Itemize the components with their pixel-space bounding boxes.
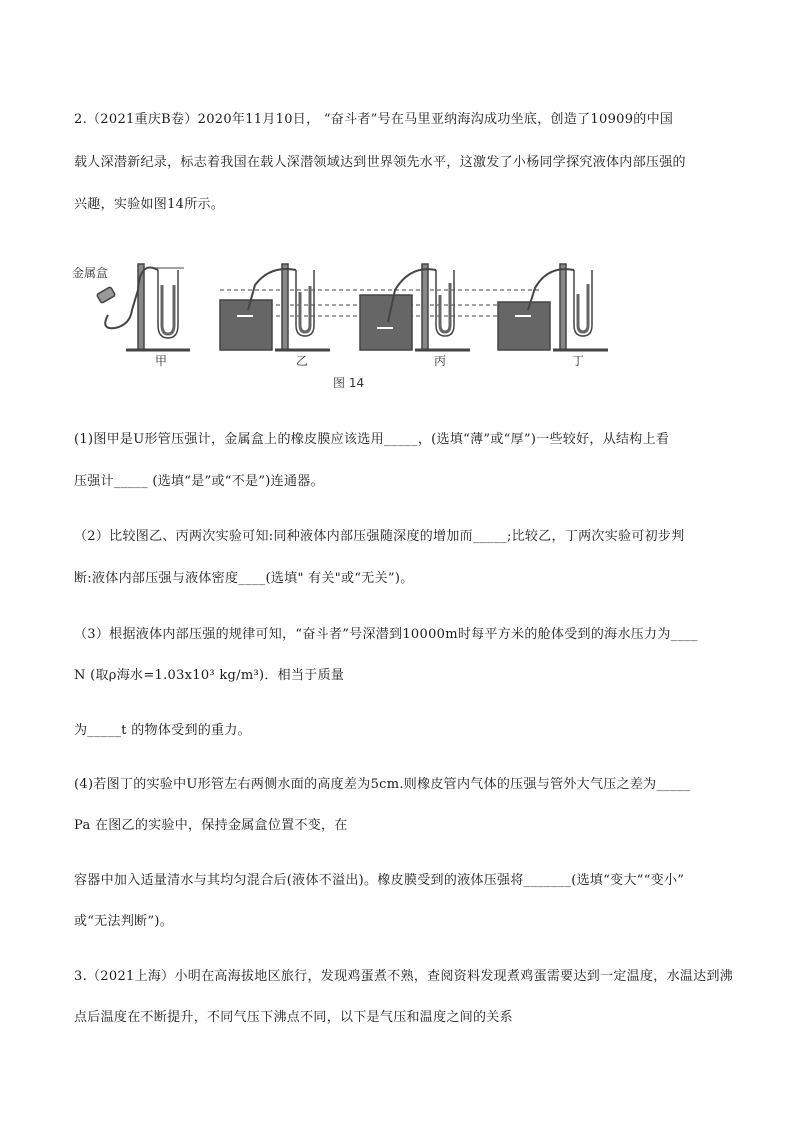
figure-caption: 图 14: [333, 376, 365, 390]
metal-box-label: 金属盒: [72, 266, 109, 280]
panel-label-bing: 丙: [434, 354, 447, 368]
panel-jia-apparatus: [97, 264, 190, 350]
q2-sub3-line-2: N (取ρ海水=1.03x10³ kg/m³)．相当于质量: [74, 668, 345, 683]
q3-line-2: 点后温度在不断提升，不同气压下沸点不同，以下是气压和温度之间的关系: [74, 1010, 513, 1025]
q3-line-1: 3.（2021上海）小明在高海拔地区旅行，发现鸡蛋煮不熟，查阅资料发现煮鸡蛋需要达到一定温度，水温达到沸: [74, 969, 734, 984]
q2-sub2-line-2: 断:液体内部压强与液体密度____(选填" 有关"或“无关”)。: [74, 571, 414, 586]
q2-sub1-line-1: (1)图甲是U形管压强计，金属盒上的橡皮膜应该选用_____，(选填“薄”或“厚”)一些较好，从结构上看: [74, 432, 670, 447]
q2-sub3-line-1: （3）根据液体内部压强的规律可知，“奋斗者”号深潜到10000m时每平方米的舱体受到的海水压力为____: [74, 627, 698, 642]
q2-sub1-line-2: 压强计_____ (选填“是”或“不是”)连通器。: [74, 474, 324, 489]
panel-label-yi: 乙: [296, 354, 309, 368]
q2-line-2: 载人深潜新纪录，标志着我国在载人深潜领域达到世界领先水平，这激发了小杨同学探究液体内部压强的: [74, 155, 686, 170]
panel-ding-apparatus: [498, 264, 608, 350]
figure-14: [70, 250, 610, 390]
panel-yi-apparatus: [220, 264, 330, 350]
q2-sub4-line-1: (4)若图丁的实验中U形管左右两侧水面的高度差为5cm.则橡皮管内气体的压强与管外大气压之差为_____: [74, 777, 691, 792]
panel-label-jia: 甲: [155, 354, 168, 368]
panel-bing-apparatus: [360, 264, 470, 350]
q2-line-1: 2.（2021重庆B卷）2020年11月10日， “奋斗者”号在马里亚纳海沟成功坐底，创造了10909的中国: [74, 112, 674, 127]
q2-sub4-line-4: 或“无法判断”)。: [74, 914, 174, 929]
q2-sub3-line-3: 为_____t 的物体受到的重力。: [74, 723, 251, 738]
q2-sub4-line-2: Pa 在图乙的实验中，保持金属盒位置不变，在: [74, 818, 348, 833]
q2-line-3: 兴趣，实验如图14所示。: [74, 197, 225, 212]
q2-sub2-line-1: （2）比较图乙、丙两次实验可知:同种液体内部压强随深度的增加而_____;比较乙，丁两次实验可初步判: [74, 529, 685, 544]
u-tube-experiment-diagram: [70, 250, 610, 390]
q2-sub4-line-3: 容器中加入适量清水与其均匀混合后(液体不溢出)。橡皮膜受到的液体压强将_______(选填“变大”“变小”: [74, 873, 685, 888]
panel-label-ding: 丁: [572, 354, 585, 368]
